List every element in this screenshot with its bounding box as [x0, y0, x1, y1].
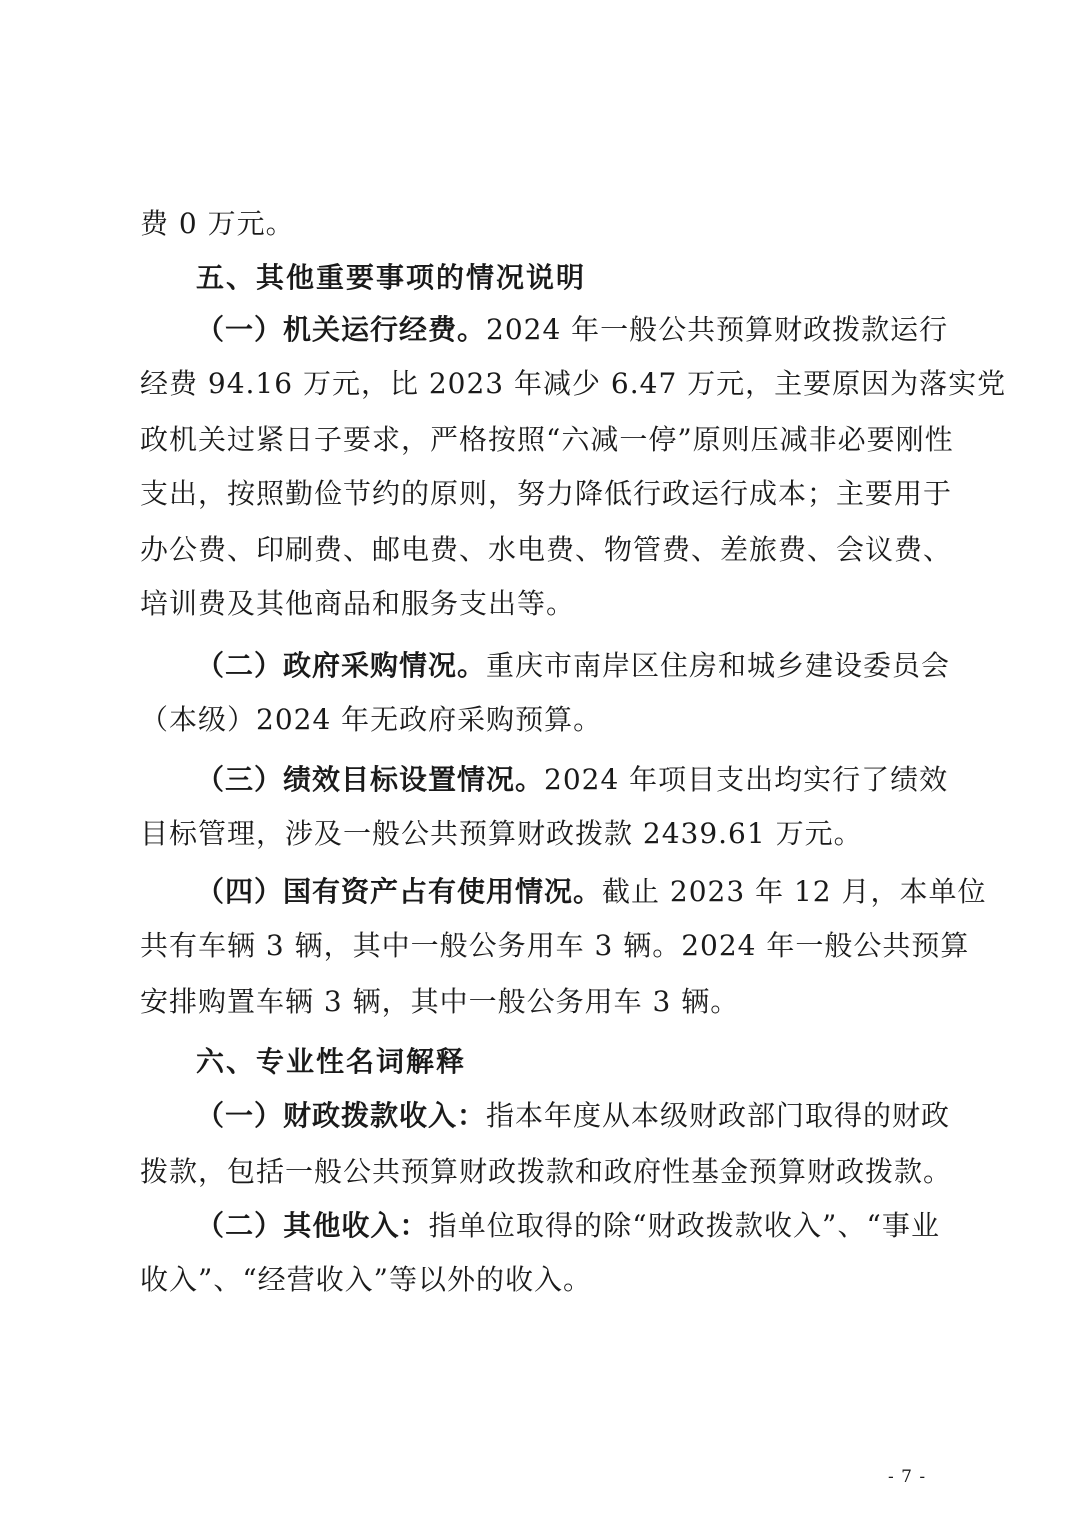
paragraph-text: 2024 年一般公共预算财政拨款运行: [486, 313, 949, 346]
body-line: 费 0 万元。: [140, 207, 295, 240]
body-line: 经费 94.16 万元，比 2023 年减少 6.47 万元，主要原因为落实党: [140, 367, 1007, 400]
paragraph-text: 指单位取得的除“财政拨款收入”、“事业: [428, 1209, 940, 1242]
paragraph-label: （一）财政拨款收入：: [196, 1099, 487, 1132]
paragraph-label: （三）绩效目标设置情况。: [196, 763, 545, 796]
body-line: 培训费及其他商品和服务支出等。: [140, 587, 576, 620]
section-heading-6: 六、专业性名词解释: [196, 1045, 467, 1078]
paragraph-label: （二）其他收入：: [196, 1209, 429, 1242]
body-line: [196, 1096, 951, 1136]
body-line: [196, 310, 949, 350]
body-line: [196, 1206, 940, 1246]
page-number: - 7 -: [888, 1467, 927, 1487]
body-line: 目标管理，涉及一般公共预算财政拨款 2439.61 万元。: [140, 817, 863, 850]
body-line: 办公费、印刷费、邮电费、水电费、物管费、差旅费、会议费、: [140, 533, 953, 566]
paragraph-label: （二）政府采购情况。: [196, 649, 487, 682]
body-line: （本级）2024 年无政府采购预算。: [140, 703, 603, 736]
section-heading-5: 五、其他重要事项的情况说明: [196, 261, 587, 294]
body-line: 共有车辆 3 辆，其中一般公务用车 3 辆。2024 年一般公共预算: [140, 929, 970, 962]
body-line: 拨款，包括一般公共预算财政拨款和政府性基金预算财政拨款。: [140, 1155, 953, 1188]
paragraph-text: 截止 2023 年 12 月，本单位: [602, 875, 987, 908]
paragraph-label: （四）国有资产占有使用情况。: [196, 875, 603, 908]
body-line: 政机关过紧日子要求，严格按照“六减一停”原则压减非必要刚性: [140, 423, 954, 456]
body-line: [196, 872, 987, 912]
body-line: 收入”、“经营收入”等以外的收入。: [140, 1263, 592, 1296]
body-line: [196, 646, 951, 686]
paragraph-text: 2024 年项目支出均实行了绩效: [544, 763, 949, 796]
paragraph-text: 重庆市南岸区住房和城乡建设委员会: [486, 649, 951, 682]
paragraph-label: （一）机关运行经费。: [196, 313, 487, 346]
body-line: [196, 760, 949, 800]
paragraph-text: 指本年度从本级财政部门取得的财政: [486, 1099, 951, 1132]
body-line: 支出，按照勤俭节约的原则，努力降低行政运行成本；主要用于: [140, 477, 953, 510]
body-line: 安排购置车辆 3 辆，其中一般公务用车 3 辆。: [140, 985, 740, 1018]
